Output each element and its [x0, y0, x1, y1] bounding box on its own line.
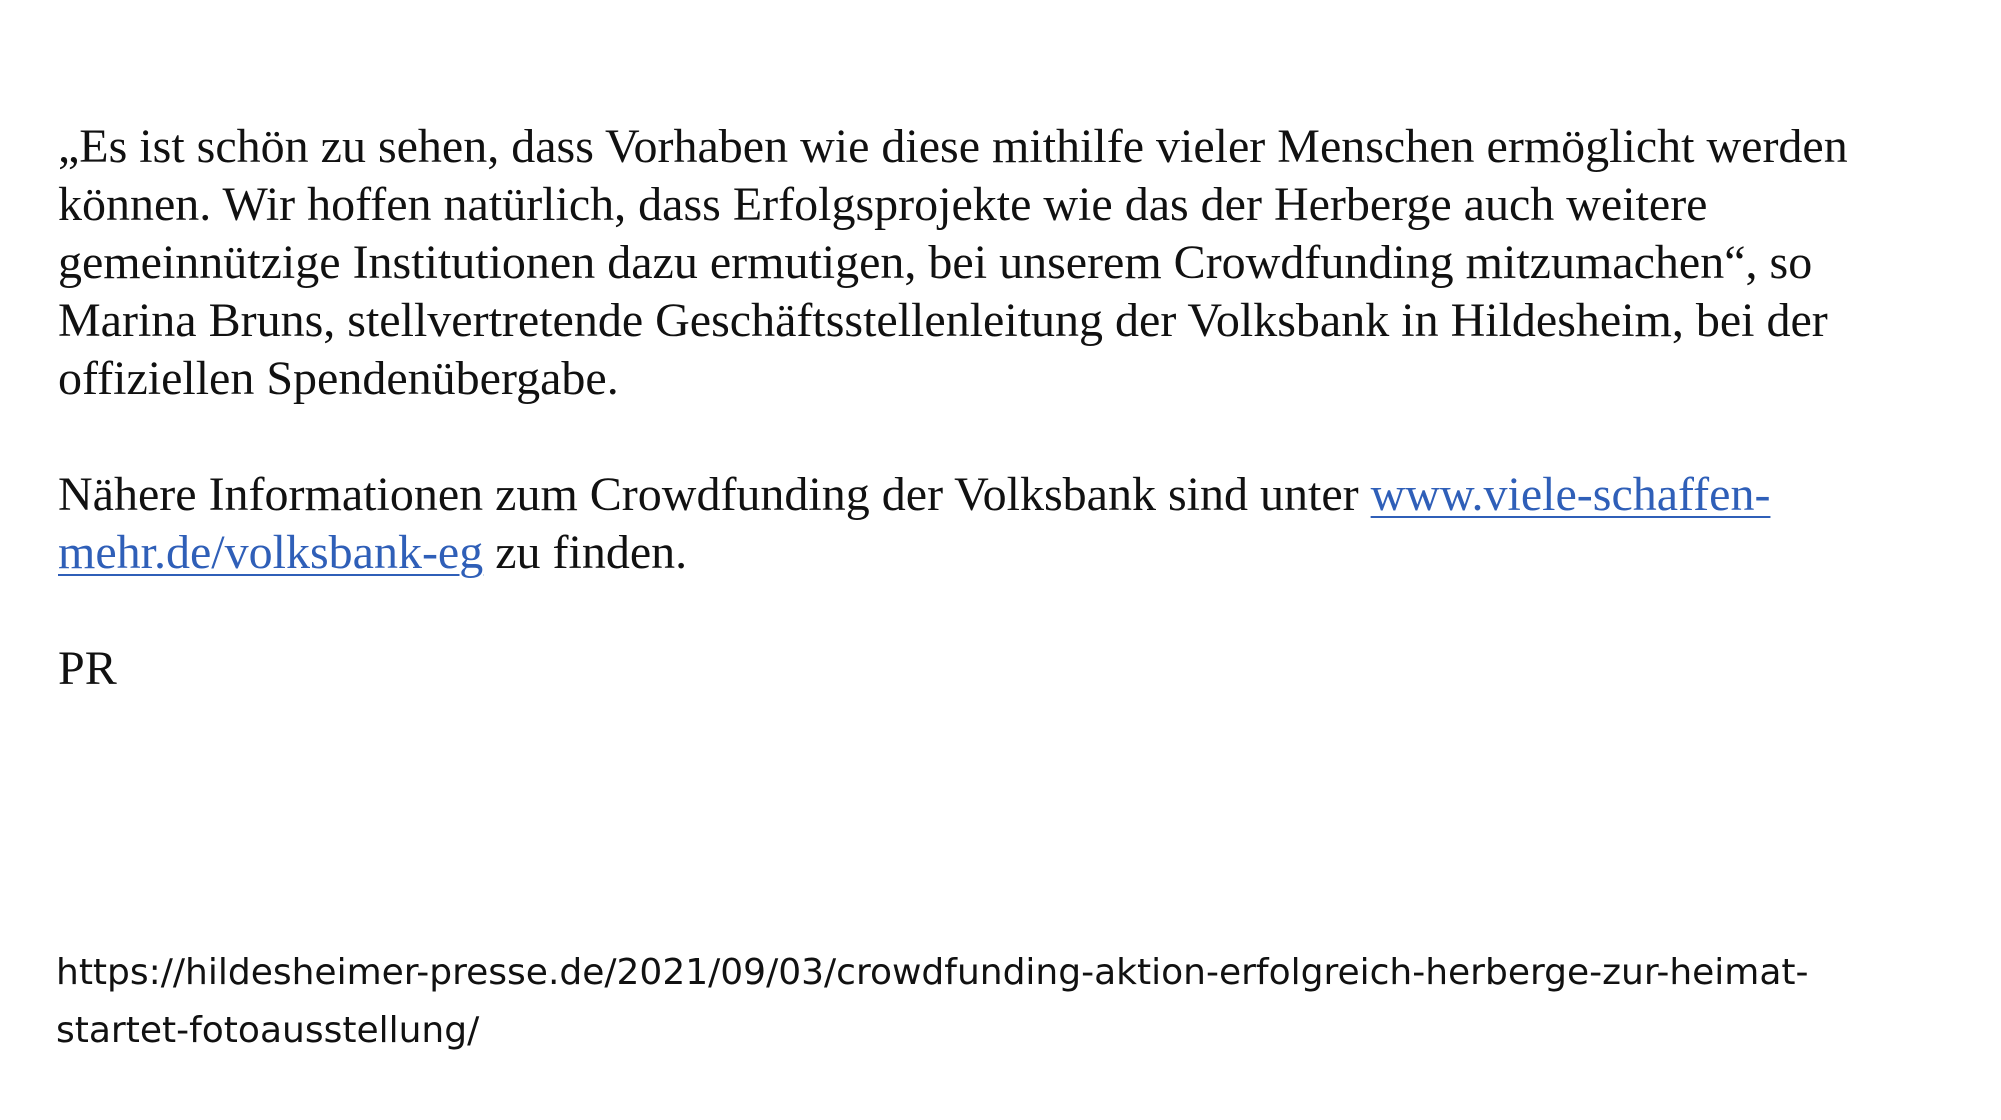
crowdfunding-link[interactable]: www.viele-schaffen-: [1370, 468, 1771, 521]
info-paragraph: [58, 466, 1988, 582]
info-text: Nähere Informationen zum Crowdfunding der Volksbank sind unter: [58, 468, 1371, 521]
info-line-1: [58, 466, 1988, 524]
crowdfunding-link-continued[interactable]: mehr.de/volksbank-eg: [58, 526, 484, 579]
quote-line: gemeinnützige Institutionen dazu ermutigen, bei unserem Crowdfunding mitzumachen“, so: [58, 236, 1813, 289]
source-url-line: https://hildesheimer-presse.de/2021/09/03/crowdfunding-aktion-erfolgreich-herberge-zur-heimat-: [56, 952, 1809, 993]
document-body: [58, 118, 1988, 698]
signature: PR: [58, 642, 117, 695]
info-suffix: zu finden.: [483, 526, 688, 579]
quote-line: können. Wir hoffen natürlich, dass Erfolgsprojekte wie das der Herberge auch weitere: [58, 178, 1708, 231]
paragraph-spacer: [58, 582, 1988, 640]
quote-line: offiziellen Spendenübergabe.: [58, 352, 619, 405]
info-line-2: [58, 524, 1988, 582]
quote-paragraph: [58, 118, 1988, 408]
source-url-line: startet-fotoausstellung/: [56, 1010, 480, 1051]
quote-line: Marina Bruns, stellvertretende Geschäftsstellenleitung der Volksbank in Hildesheim, bei der: [58, 294, 1828, 347]
quote-line: „Es ist schön zu sehen, dass Vorhaben wie diese mithilfe vieler Menschen ermöglicht werden: [58, 120, 1848, 173]
source-url: [56, 944, 1986, 1060]
paragraph-spacer: [58, 408, 1988, 466]
